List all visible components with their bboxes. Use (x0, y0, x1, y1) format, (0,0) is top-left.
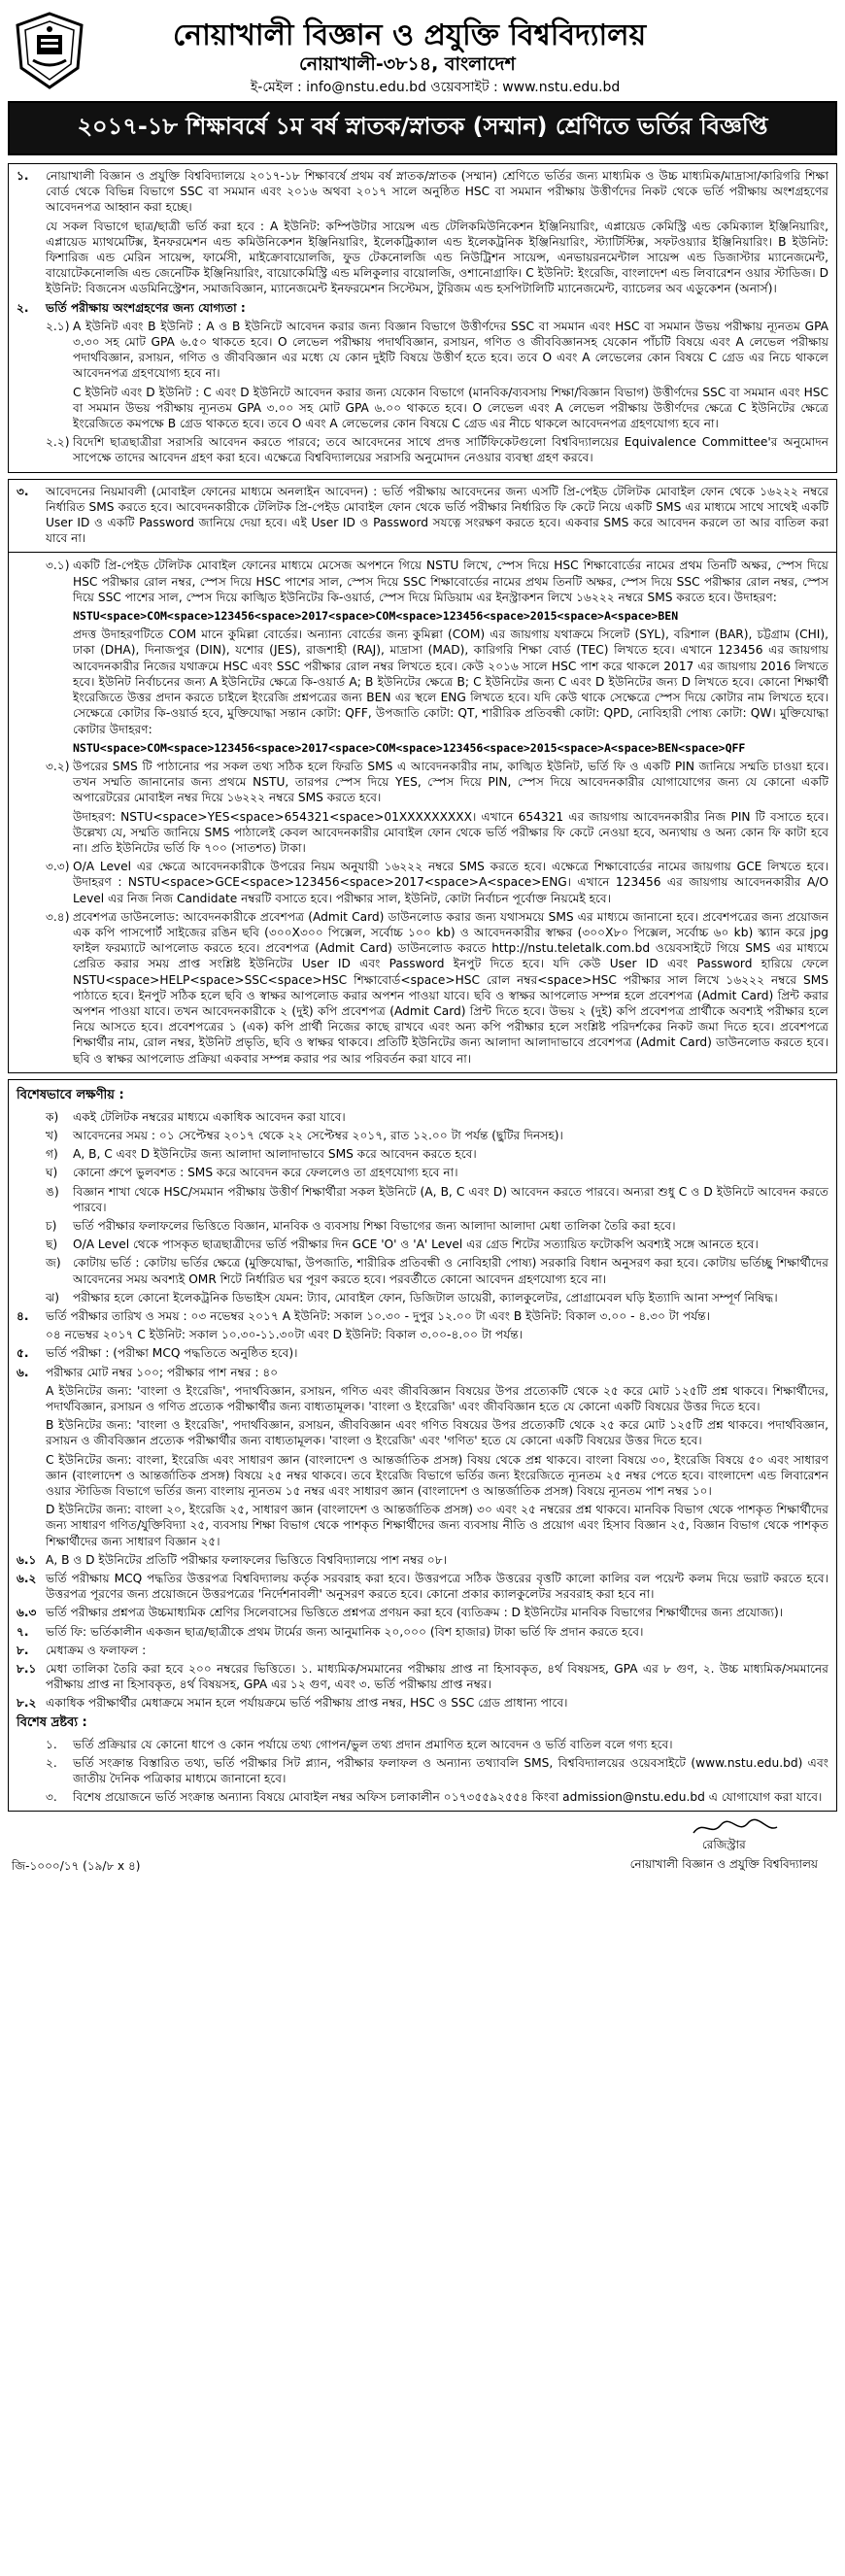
item-number: চ) (46, 1218, 57, 1233)
special-note (17, 1789, 828, 1805)
eligibility-text: C ইউনিট এবং D ইউনিট : C এবং D ইউনিটে আবেদন করার জন্য যেকোন বিভাগে (মানবিক/ব্যবসায় শিক্ষা/বিজ্ঞান বিভাগ) উত্তীর্ণদের SSC বা সমমান এবং HSC বা সমমান উভয় পরীক্ষায় ন্যূনতম GPA ৩.০০ সহ মোট GPA ৬.০০ থাকতে হবে। O লেভেল এবং A লেভেল পরীক্ষায় উত্তীর্ণদের ক্ষেত্রে C ইউনিটের ক্ষেত্রে ইংরেজিতে কমপক্ষে B গ্রেড থাকতে হবে। তবে O এবং A লেভেলের কোন বিষয়ে C গ্রেড এর নীচে থাকলে আবেদনপত্র গ্রহণযোগ্য হবে না। (73, 385, 828, 431)
item-number: ৩.১) (46, 559, 70, 573)
exam-schedule-day2-text: ০৪ নভেম্বর ২০১৭ C ইউনিট: সকাল ১০.৩০-১১.৩০টা এবং D ইউনিট: বিকাল ৩.০০-৪.০০ টা পর্যন্ত। (46, 1328, 524, 1342)
item-number: ঘ) (46, 1166, 58, 1180)
eligibility-text: A ইউনিট এবং B ইউনিট : A ও B ইউনিটে আবেদন করার জন্য বিজ্ঞান বিভাগে উত্তীর্ণদের SSC বা সমমান এবং HSC বা সমমান উভয় পরীক্ষায় ন্যূনতম GPA ৩.৩০ সহ মোট GPA ৬.৫০ থাকতে হবে। O লেভেল পরীক্ষায় পদার্থবিজ্ঞান, রসায়ন, গণিত ও জীববিজ্ঞানসহ যেকোন পাঁচটি বিষয়ে এবং A লেভেল পরীক্ষায় পদার্থবিজ্ঞান, রসায়ন, গণিত ও জীববিজ্ঞান এর মধ্যে যে কোন দুইটি বিষয়ে উত্তীর্ণ হতে হবে। তবে O এবং A লেভেলের কোন বিষয়ে C গ্রেড এর নিচে থাকলে আবেদনপত্র গ্রহণযোগ্য হবে না। (73, 319, 828, 381)
item-number: ঝ) (46, 1290, 59, 1305)
item-number: ২. (46, 1755, 57, 1770)
note-text: A, B, C এবং D ইউনিটের জন্য আলাদা আলাদাভাবে SMS করে আবেদন করতে হবে। (73, 1147, 477, 1162)
item-number: গ) (46, 1147, 58, 1162)
exam-schedule-day2 (17, 1327, 828, 1342)
note-text: কোটায় ভর্তি : কোটায় ভর্তির ক্ষেত্রে (মুক্তিযোদ্ধা, উপজাতি, শারীরিক প্রতিবন্ধী ও নোবিহারী পোষ্য) সরকারি বিধান অনুসরণ করা হবে। কোটায় ভর্তিচ্ছু শিক্ষার্থীদের আবেদনের সময় অবশ্যই OMR শিটে নির্ধারিত ঘর পূরণ করতে হবে। পরবর্তীতে কোনো আবেদন গ্রহণযোগ্য হবে না। (73, 1256, 828, 1286)
rule-6-1 (17, 1552, 828, 1568)
item-number: ৩.৩) (46, 860, 70, 874)
eligibility-text: বিদেশি ছাত্রছাত্রীরা সরাসরি আবেদন করতে পারবে; তবে আবেদনের সাথে প্রদত্ত সার্টিফিকেটগুলো বিশ্ববিদ্যালয়ের Equivalence Committee'র অনুমোদন সাপেক্ষে তাদের আবেদন গ্রহণ করা হবে। এক্ষেত্রে বিশ্ববিদ্যালয়ের সরাসরি অনুমোদন নেওয়ার ব্যবস্থা গ্রহণ করবে। (73, 435, 828, 465)
sms-example-text: NSTU<space>COM<space>123456<space>2017<space>COM<space>123456<space>2015<space>A<space>BEN (73, 609, 679, 624)
contact-line: ই-মেইল : info@nstu.edu.bd ওয়েবসাইট : www.nstu.edu.bd (251, 80, 621, 95)
units-paragraph (17, 219, 828, 297)
section-notes-schedule (8, 1079, 837, 1813)
merit-heading (17, 1643, 828, 1658)
note-item (17, 1165, 828, 1180)
notes-title: বিশেষভাবে লক্ষণীয় : (17, 1087, 124, 1102)
item-number: ৮. (17, 1643, 29, 1657)
step-text: উপরের SMS টি পাঠানোর পর সকল তথ্য সঠিক হলে ফিরতি SMS এ আবেদনকারীর নাম, কাঙ্খিত ইউনিট, ভর্তি ফি ও একটি PIN জানিয়ে সম্মতি চাওয়া হবে। তখন সম্মতি জানানোর জন্য প্রথমে NSTU, তারপর স্পেস দিয়ে YES, স্পেস দিয়ে PIN, স্পেস দিয়ে আবেদনকারীর যোগাযোগের জন্য যে কোনো একটি অপারেটরের মোবাইল নম্বর দিয়ে ১৬২২২ নম্বরে SMS করতে হবে। (73, 759, 828, 805)
eligibility-item (17, 434, 828, 465)
confirm-example (17, 809, 828, 857)
item-number: ৩.৪) (46, 909, 70, 924)
rule-8-2 (17, 1695, 828, 1711)
note-text: কোনো প্রুপে ভুলবশত : SMS করে আবেদন করে ফেললেও তা গ্রহণযোগ্য হবে না। (73, 1166, 458, 1180)
item-number: ৩.২) (46, 759, 70, 773)
item-number: ক) (46, 1109, 59, 1124)
item-number: ১. (17, 169, 29, 183)
divider (9, 552, 836, 553)
note-item (17, 1218, 828, 1234)
note-text: বিজ্ঞান শাখা থেকে HSC/সমমান পরীক্ষায় উত্তীর্ণ শিক্ষার্থীরা সকল ইউনিটে (A, B, C এবং D) আবেদন করতে পারবে। অন্যরা শুধু C ও D ইউনিটে আবেদন করতে পারবে। (73, 1184, 828, 1214)
exam-marks-text: পরীক্ষার মোট নম্বর ১০০; পরীক্ষার পাশ নম্বর : ৪০ (46, 1365, 279, 1379)
rule-8-1 (17, 1661, 828, 1692)
registrar-signature-icon (692, 1817, 779, 1839)
note-text: আবেদনের সময় : ০১ সেপ্টেম্বর ২০১৭ থেকে ২২ সেপ্টেম্বর ২০১৭, রাত ১২.০০ টা পর্যন্ত (ছুটির দিনসহ)। (73, 1128, 563, 1142)
intro-text: নোয়াখালী বিজ্ঞান ও প্রযুক্তি বিশ্ববিদ্যালয়ে ২০১৭-১৮ শিক্ষাবর্ষে প্রথম বর্ষ স্নাতক/স্নাতক (সম্মান) শ্রেণিতে ভর্তির জন্য মাধ্যমিক ও উচ্চ মাধ্যমিক/মাদ্রাসা/কারিগরি শিক্ষা বোর্ড থেকে বিভিন্ন বিভাগে SSC বা সমমান এবং ২০১৬ অথবা ২০১৭ সালে অনুষ্ঠিত HSC বা সমমান পরীক্ষায় উত্তীর্ণদের নিকট থেকে ভর্তি পরীক্ষায় অংশগ্রহণের আবেদনপত্র আহ্বান করা হচ্ছে। (46, 169, 828, 215)
application-step-3-3 (17, 859, 828, 906)
note-item (17, 1146, 828, 1162)
note-item (17, 1128, 828, 1143)
application-step-3-4 (17, 909, 828, 1067)
unit-syllabus-text: B ইউনিটের জন্য: 'বাংলা ও ইংরেজি', পদার্থবিজ্ঞান, রসায়ন, জীববিজ্ঞান এবং গণিত বিষয়ের উপর প্রত্যেকটি থেকে ২৫ করে মোট ১২৫টি প্রশ্ন থাকবে। পদার্থবিজ্ঞান, রসায়ন ও জীববিজ্ঞান প্রত্যেক পরীক্ষার্থীর জন্য বাধ্যতামূলক। 'বাংলা ও ইংরেজি' এবং 'গণিত' হতে যে কোনো একটি বিষয়ের উত্তর দিতে হবে। (46, 1418, 828, 1448)
note-text: পরীক্ষার হলে কোনো ইলেকট্রনিক ডিভাইস যেমন: ট্যাব, মোবাইল ফোন, ডিজিটাল ডায়েরী, ক্যালকুলেটর, প্রোগ্রামেবল ঘড়ি ইত্যাদি আনা সম্পূর্ণ নিষিদ্ধ। (73, 1290, 778, 1305)
special-note (17, 1737, 828, 1752)
section-intro-eligibility (8, 163, 837, 473)
note-text: একই টেলিটক নম্বরের মাধ্যমে একাধিক আবেদন করা যাবে। (73, 1109, 346, 1124)
intro-paragraph (17, 168, 828, 216)
board-codes (17, 627, 828, 736)
item-number: ৬.৩ (17, 1606, 37, 1620)
exam-format (17, 1345, 828, 1361)
rule-text: ভর্তি পরীক্ষায় MCQ পদ্ধতির উত্তরপত্র বিশ্ববিদ্যালয় কর্তৃক সরবরাহ করা হবে। উত্তরপত্রে সঠিক উত্তরের বৃত্তটি কালো কালির বল পয়েন্ট কলম দিয়ে ভরাট করতে হবে। উত্তরপত্র পূরণের জন্য প্রয়োজনে উত্তরপত্রের 'নির্দেশনাবলী' অনুসরণ করতে হবে। কোনো প্রকার ক্যালকুলেটর সরবরাহ করা হবে না। (46, 1572, 828, 1602)
eligibility-heading (17, 300, 828, 316)
special-note-text: বিশেষ প্রয়োজনে ভর্তি সংক্রান্ত অন্যান্য বিষয়ে মোবাইল নম্বর অফিস চলাকালীন ০১৭৩৫৫৯২৫৫৪ কিংবা admission@nstu.edu.bd এ যোগাযোগ করা যাবে। (73, 1790, 823, 1805)
registrar-title: রেজিস্ট্রার (701, 1838, 746, 1852)
unit-syllabus-text: C ইউনিটের জন্য: বাংলা, ইংরেজি এবং সাধারণ জ্ঞান (বাংলাদেশ ও আন্তর্জাতিক প্রসঙ্গ) বিষয় থেকে প্রশ্ন থাকবে। বাংলা বিষয়ে ৩০, ইংরেজি বিষয়ে ৫০ এবং সাধারণ জ্ঞান (বাংলাদেশ ও আন্তর্জাতিক প্রসঙ্গ) বিষয়ে ২৫ নম্বর থাকবে। তবে ইংরেজি বিভাগে ভর্তির জন্য ইংরেজিতে ন্যূনতম ২৫ নম্বর পেতে হবে। বাংলাদেশ এন্ড লিবারেশন ওয়ার স্টাডিজ বিভাগে ভর্তির জন্য বাংলায় ন্যূনতম ১৫ নম্বর এবং সাধারণ জ্ঞান (বাংলাদেশ ও আন্তর্জাতিক প্রসঙ্গ) বিষয়ে ন্যূনতম পাশ নম্বর ১০। (46, 1452, 828, 1499)
note-item (17, 1237, 828, 1252)
item-number: ২.১) (46, 319, 70, 333)
item-number: ২. (17, 300, 29, 315)
registrar-block (630, 1837, 818, 1876)
item-number: ৬.২ (17, 1572, 37, 1586)
exam-format-text: ভর্তি পরীক্ষা : (পরীক্ষা MCQ পদ্ধতিতে অনুষ্ঠিত হবে)। (46, 1346, 298, 1361)
footer (8, 1817, 837, 1885)
registrar-org: নোয়াখালী বিজ্ঞান ও প্রযুক্তি বিশ্ববিদ্যালয় (629, 1857, 818, 1872)
admission-fee (17, 1624, 828, 1640)
unit-syllabus (17, 1383, 828, 1414)
note-item (17, 1184, 828, 1215)
merit-heading-text: মেধাক্রম ও ফলাফল : (46, 1643, 147, 1657)
notice-title: ২০১৭-১৮ শিক্ষাবর্ষে ১ম বর্ষ স্নাতক/স্নাতক (সম্মান) শ্রেণিতে ভর্তির বিজ্ঞপ্তি (8, 101, 837, 155)
university-logo-icon (14, 12, 85, 89)
item-number: ৩. (17, 484, 29, 498)
eligibility-item (17, 385, 828, 432)
unit-syllabus-text: A ইউনিটের জন্য: 'বাংলা ও ইংরেজি', পদার্থবিজ্ঞান, রসায়ন, গণিত এবং জীববিজ্ঞান বিষয়ের উপর প্রত্যেকটি থেকে ২৫ করে মোট ১২৫টি প্রশ্ন থাকবে। শিক্ষার্থীদের, পদার্থবিজ্ঞান, রসায়ন ও গণিত প্রত্যেক পরীক্ষার্থীর জন্য বাধ্যতামূলক। 'বাংলা ও ইংরেজি' এবং জীববিজ্ঞান হতে যে কোনো একটি বিষয়ের উত্তর দিতে হবে। (46, 1383, 828, 1414)
item-number: খ) (46, 1128, 58, 1142)
special-note-text: ভর্তি সংক্রান্ত বিস্তারিত তথ্য, ভর্তি পরীক্ষার সিট প্ল্যান, পরীক্ষার ফলাফল ও অন্যান্য তথ্যাবলি SMS, বিশ্ববিদ্যালয়ের ওয়েবসাইটে (www.nstu.edu.bd) এবং জাতীয় দৈনিক পত্রিকার মাধ্যমে জানানো হবে। (73, 1755, 828, 1786)
header (8, 6, 837, 95)
admission-fee-text: ভর্তি ফি: ভর্তিকালীন একজন ছাত্র/ছাত্রীকে প্রথম টার্মের জন্য আনুমানিক ২০,০০০ (বিশ হাজার) টাকা ভর্তি ফি প্রদান করতে হবে। (46, 1624, 644, 1639)
unit-syllabus (17, 1502, 828, 1549)
exam-schedule-text: ভর্তি পরীক্ষার তারিখ ও সময় : ০৩ নভেম্বর ২০১৭ A ইউনিট: সকাল ১০.৩০ - দুপুর ১২.০০ টা এবং B ইউনিট: বিকাল ৩.০০ - ৪.৩০ টা পর্যন্ত। (46, 1309, 710, 1323)
note-item (17, 1255, 828, 1286)
unit-syllabus (17, 1417, 828, 1448)
special-note-title: বিশেষ দ্রষ্টব্য : (17, 1714, 87, 1730)
step-text: প্রবেশপত্র ডাউনলোড: আবেদনকারীকে প্রবেশপত্র (Admit Card) ডাউনলোড করার জন্য যথাসময়ে SMS এর মাধ্যমে জানানো হবে। প্রবেশপত্রের জন্য প্রয়োজন এক কপি পাসপোর্ট সাইজের রঙিন ছবি (৩০০X৩০০ পিক্সেল, সর্বোচ্চ ১০০ kb) ও আবেদনকারীর স্বাক্ষর (৩০০X৮০ পিক্সেল, সর্বোচ্চ ৬০ kb) স্ক্যান করে jpg ফাইল ফরম্যাটে আপলোড করতে হবে। প্রবেশপত্র (Admit Card) ডাউনলোড করতে http://nstu.teletalk.com.bd ওয়েবসাইটে গিয়ে SMS এর মাধ্যমে প্রেরিত করার সময় প্রাপ্ত সংশ্লিষ্ট ইউনিটের User ID এবং Password ইনপুট দিতে হবে। যদি কেউ User ID এবং Password হারিয়ে ফেলে NSTU<space>HELP<space>SSC<space>HSC শিক্ষাবোর্ড<space>HSC রোল নম্বর<space>HSC পরীক্ষার সাল লিখে ১৬২২২ নম্বরে SMS পাঠাতে হবে। ইনপুট সঠিক হলে ছবি ও স্বাক্ষর আপলোড করার অপশন পাওয়া যাবে। ছবি ও স্বাক্ষর আপলোড সম্পন্ন হলে প্রবেশপত্র (Admit Card) প্রিন্ট করার অপশন পাওয়া যাবে। তখন আবেদনকারীকে ২ (দুই) কপি প্রবেশপত্র (Admit Card) প্রিন্ট দিতে হবে। উভয় ২ (দুই) কপি প্রবেশপত্র প্রার্থীকে অবশ্যই পরীক্ষার হলে নিয়ে আসতে হবে। প্রবেশপত্রের ১ (এক) কপি প্রার্থী নিজের কাছে রাখবে এবং অন্য কপি পরীক্ষার হলে সংশ্লিষ্ট পরিদর্শকের নিকট জমা দিতে হবে। প্রবেশপত্রে শিক্ষার্থীর নাম, রোল নম্বর, ইউনিট প্রভৃতি, ছবি ও স্বাক্ষর থাকবে। প্রতিটি ইউনিটের জন্য আলাদা আলাদাভাবে প্রবেশপত্র (Admit Card) ডাউনলোড করতে হবে। ছবি ও স্বাক্ষর আপলোড প্রক্রিয়া একবার সম্পন্ন করার পর আর পরিবর্তন করা যাবে না। (73, 909, 828, 1066)
step-text: O/A Level এর ক্ষেত্রে আবেদনকারীকে উপরের নিয়ম অনুযায়ী ১৬২২২ নম্বরে SMS করতে হবে। এক্ষেত্রে শিক্ষাবোর্ডের নামের জায়গায় GCE লিখতে হবে। উদাহরণ : NSTU<space>GCE<space>123456<space>2017<space>A<space>ENG। এখানে 123456 এর জায়গায় আবেদনকারীর A/O Level এর নিজ নিজ Candidate নম্বরটি বসাতে হবে। পরীক্ষার সাল, ইউনিট, কোটা নির্বাচন পূর্বোক্ত নিয়মেই হবে। (73, 860, 828, 905)
rule-text: ভর্তি পরীক্ষার প্রশ্নপত্র উচ্চমাধ্যমিক শ্রেণির সিলেবাসের ভিত্তিতে প্রশ্নপত্র প্রণয়ন করা হবে (ব্যতিক্রম : D ইউনিটের মানবিক বিভাগের শিক্ষার্থীদের জন্য প্রযোজ্য)। (46, 1606, 784, 1620)
rule-6-2 (17, 1571, 828, 1602)
units-text: যে সকল বিভাগে ছাত্র/ছাত্রী ভর্তি করা হবে : A ইউনিট: কম্পিউটার সায়েন্স এন্ড টেলিকমিউনিকেশন ইঞ্জিনিয়ারিং, এপ্লায়েড কেমিস্ট্রি এন্ড কেমিক্যাল ইঞ্জিনিয়ারিং, এপ্লায়েড ম্যাথমেটিক্স, ইনফরমেশন এন্ড কমিউনিকেশন ইঞ্জিনিয়ারিং, ইলেকট্রিক্যাল এন্ড ইলেকট্রনিক ইঞ্জিনিয়ারিং, স্ট্যাটিস্টিক্স, সফটওয়্যার ইঞ্জিনিয়ারিং। B ইউনিট: ফিশারিজ এন্ড মেরিন সায়েন্স, ফার্মেসী, মাইক্রোবায়োলজি, ফুড টেকনোলজি এন্ড নিউট্রিশন সায়েন্স, এনভায়রনমেন্টাল সায়েন্স এন্ড ডিজাস্টার ম্যানেজমেন্ট, বায়োটেকনোলজি এন্ড জেনেটিক ইঞ্জিনিয়ারিং, বায়োকেমিস্ট্রি এন্ড মলিকুলার বায়োলজি, ওশানোগ্রাফি। C ইউনিট: ইংরেজি, বাংলাদেশ এন্ড লিবারেশন ওয়ার স্টাডিজ। D ইউনিট: বিজনেস এডমিনিস্ট্রেশন, সমাজবিজ্ঞান, ম্যানেজমেন্ট ইনফরমেশন সিস্টেমস, টুরিজম এন্ড হসপিটালিটি ম্যানেজমেন্ট, ব্যাচেলর অব এডুকেশন (অনার্স)। (46, 219, 828, 296)
special-note (17, 1755, 828, 1786)
step-text: একটি প্রি-পেইড টেলিটক মোবাইল ফোনের মাধ্যমে মেসেজ অপশনে গিয়ে NSTU লিখে, স্পেস দিয়ে HSC শিক্ষাবোর্ডের নামের প্রথম তিনটি অক্ষর, স্পেস দিয়ে HSC পরীক্ষার রোল নম্বর, স্পেস দিয়ে HSC পাশের সাল, স্পেস দিয়ে SSC শিক্ষাবোর্ডের নামের প্রথম তিনটি অক্ষর, স্পেস দিয়ে SSC পরীক্ষার রোল নম্বর, স্পেস দিয়ে SSC পাশের সাল, স্পেস দিয়ে কাঙ্খিত ইউনিটের কি-ওয়ার্ড, স্পেস দিয়ে মিডিয়াম এর ইনস্ট্রাকশন লিখে ১৬২২২ নম্বরে SMS করতে হবে। উদাহরণ: (73, 559, 828, 604)
item-number: ৫. (17, 1346, 29, 1361)
print-code: জি-১০০০/১৭ (১৯/৮ x ৪) (12, 1859, 141, 1874)
quota-sms-example (17, 740, 828, 756)
item-number: ঙ) (46, 1184, 59, 1199)
sms-example (17, 608, 828, 624)
item-number: ৭. (17, 1624, 29, 1639)
note-item (17, 1290, 828, 1305)
exam-schedule (17, 1308, 828, 1324)
note-item (17, 1109, 828, 1125)
university-address: নোয়াখালী-৩৮১৪, বাংলাদেশ (299, 53, 516, 75)
application-step-3-2 (17, 759, 828, 806)
exam-marks (17, 1365, 828, 1380)
unit-syllabus-text: D ইউনিটের জন্য: বাংলা ২০, ইংরেজি ২৫, সাধারণ জ্ঞান (বাংলাদেশ ও আন্তর্জাতিক প্রসঙ্গ) ৩০ এবং ২৫ নম্বরের প্রশ্ন থাকবে। মানবিক বিভাগ থেকে পাশকৃত শিক্ষার্থীদের জন্য সাধারণ গণিত/যুক্তিবিদ্যা ২৫, ব্যবসায় শিক্ষা বিভাগ থেকে পাশকৃত শিক্ষার্থীদের জন্য ব্যবসায় নীতি ও প্রয়োগ এবং হিসাব বিজ্ঞান ২৫, বিজ্ঞান বিভাগ থেকে পাশকৃত শিক্ষার্থীদের জন্য সাধারণ বিজ্ঞান ২৫। (46, 1503, 828, 1548)
rule-text: A, B ও D ইউনিটের প্রতিটি পরীক্ষার ফলাফলের ভিত্তিতে বিশ্ববিদ্যালয়ে পাশ নম্বর ০৮। (46, 1552, 448, 1567)
item-number: ৬.১ (17, 1552, 37, 1567)
application-lead (17, 484, 828, 547)
application-step-3-1 (17, 558, 828, 605)
confirm-example-text: উদাহরণ: NSTU<space>YES<space>654321<space>01XXXXXXXXX। এখানে 654321 এর জায়গায় আবেদনকারীর নিজ PIN টি বসাতে হবে। উল্লেখ্য যে, সম্মতি জানিয়ে SMS পাঠালেই কেবল আবেদনকারীর মোবাইল ফোন থেকে ভর্তি পরীক্ষার ফি কেটে নেওয়া হবে, অন্যথায় ও অন্য কোন ফি কাটা হবে না। প্রতি ইউনিটের ভর্তি ফি ৭০০ (সাতশত) টাকা। (73, 809, 828, 855)
note-text: ভর্তি পরীক্ষার ফলাফলের ভিত্তিতে বিজ্ঞান, মানবিক ও ব্যবসায় শিক্ষা বিভাগের জন্য আলাদা আলাদা মেধা তালিকা তৈরি করা হবে। (73, 1218, 676, 1233)
board-codes-text: প্রদত্ত উদাহরণটিতে COM মানে কুমিল্লা বোর্ডের। অন্যান্য বোর্ডের জন্য কুমিল্লা (COM) এর জায়গায় যথাক্রমে সিলেট (SYL), বরিশাল (BAR), চট্টগ্রাম (CHI), ঢাকা (DHA), দিনাজপুর (DIN), যশোর (JES), রাজশাহী (RAJ), মাদ্রাসা (MAD), কারিগরি শিক্ষা বোর্ড (TEC) লিখতে হবে। এখানে 123456 এর জায়গায় আবেদনকারীর নিজের যথাক্রমে HSC এবং SSC পরীক্ষার রোল নম্বর লিখতে হবে। কেউ ২০১৬ সালে HSC পাশ করে থাকলে 2017 এর জায়গায় 2016 লিখতে হবে। ইউনিট নির্বাচনের জন্য A ইউনিটের ক্ষেত্রে কি-ওয়ার্ড A; B ইউনিটের ক্ষেত্রে B; C ইউনিটের জন্য C এবং D ইউনিটের জন্য D লিখতে হবে। কোনো শিক্ষার্থী ইংরেজিতে উত্তর প্রদান করতে চাইলে ইংরেজি প্রশ্নপত্রের জন্য BEN এর স্থলে ENG লিখতে হবে। যদি কেউ থাকে সেক্ষেত্রে স্পেস দিয়ে কোটার নাম লিখতে হবে। সেক্ষেত্রে কোটার কি-ওয়ার্ড হবে, মুক্তিযোদ্ধা সন্তান কোটা: QFF, উপজাতি কোটা: QT, শারীরিক প্রতিবন্ধী কোটা: QPD, নোবিহারী পোষ্য কোটা: QW। মুক্তিযোদ্ধা কোটার উদাহরণ: (73, 627, 828, 736)
item-number: ৮.২ (17, 1696, 37, 1711)
item-number: ৬. (17, 1365, 29, 1379)
item-number: ৮.১ (17, 1662, 37, 1677)
rule-6-3 (17, 1605, 828, 1620)
rule-text: একাধিক পরীক্ষার্থীর মেধাক্রমে সমান হলে পর্যায়ক্রমে ভর্তি পরীক্ষায় প্রাপ্ত নম্বর, HSC ও SSC গ্রেড প্রাধান্য পাবে। (46, 1696, 568, 1711)
item-number: ২.২) (46, 435, 70, 450)
section-application (8, 479, 837, 1073)
eligibility-item (17, 319, 828, 382)
quota-sms-example-text: NSTU<space>COM<space>123456<space>2017<space>COM<space>123456<space>2015<space>A<space>BEN<space>QFF (73, 740, 746, 755)
university-name: নোয়াখালী বিজ্ঞান ও প্রযুক্তি বিশ্ববিদ্যালয় (173, 18, 647, 52)
rule-text: মেধা তালিকা তৈরি করা হবে ২০০ নম্বরের ভিত্তিতে। ১. মাধ্যমিক/সমমানের পরীক্ষায় প্রাপ্ত না হিসাবকৃত, ৪র্থ বিষয়সহ, GPA এর ৮ গুণ, ২. উচ্চ মাধ্যমিক/সমমানের পরীক্ষায় প্রাপ্ত না হিসাবকৃত, ৪র্থ বিষয়সহ, GPA এর ১২ গুণ, এবং ৩. ভর্তি পরীক্ষায় প্রাপ্ত নম্বর। (46, 1662, 828, 1692)
eligibility-title: ভর্তি পরীক্ষায় অংশগ্রহণের জন্য যোগ্যতা : (46, 300, 246, 315)
item-number: ৩. (46, 1790, 57, 1805)
note-text: O/A Level থেকে পাসকৃত ছাত্রছাত্রীদের ভর্তি পরীক্ষার দিন GCE 'O' ও 'A' Level এর গ্রেড শিটের সত্যায়িত ফটোকপি অবশ্যই সঙ্গে আনতে হবে। (73, 1237, 759, 1252)
special-note-text: ভর্তি প্রক্রিয়ার যে কোনো ধাপে ও কোন পর্যায়ে তথ্য গোপন/ভুল তথ্য প্রদান প্রমাণিত হলে আবেদন ও ভর্তি বাতিল বলে গণ্য হবে। (73, 1737, 673, 1751)
item-number: ছ) (46, 1237, 58, 1252)
item-number: ৪. (17, 1309, 29, 1323)
item-number: জ) (46, 1256, 61, 1271)
item-number: ১. (46, 1737, 57, 1751)
unit-syllabus (17, 1452, 828, 1500)
application-lead-text: আবেদনের নিয়মাবলী (মোবাইল ফোনের মাধ্যমে অনলাইন আবেদন) : ভর্তি পরীক্ষায় আবেদনের জন্য এসটি প্রি-পেইড টেলিটক মোবাইল ফোন থেকে ১৬২২২ নম্বরে নির্ধারিত SMS করতে হবে। আবেদনকারীকে টেলিটক প্রি-পেইড মোবাইল ফোন থেকে ভর্তি পরীক্ষার নির্ধারিত ফি কেটে নিয়ে একটি SMS এর মাধ্যমে সাথে সাথেই একটি User ID ও একটি Password জানিয়ে দেয়া হবে। এই User ID ও Password সযত্নে সংরক্ষণ করতে হবে। একবার SMS করে আবেদন করলে তা আর বাতিল করা যাবে না। (46, 484, 828, 546)
